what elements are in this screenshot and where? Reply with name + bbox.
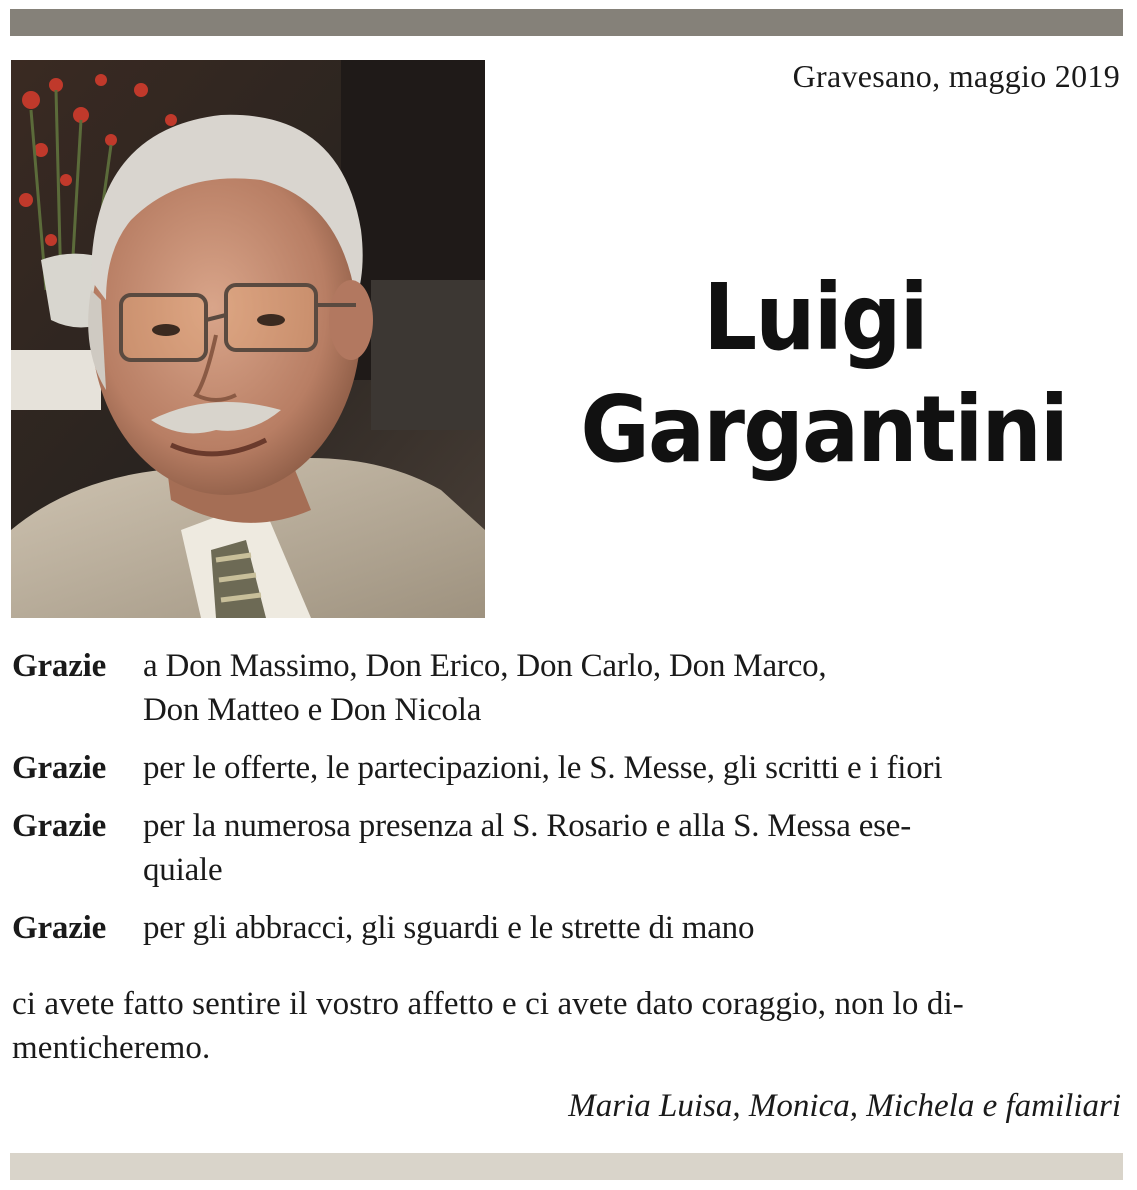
thanks-label: Grazie	[12, 910, 107, 946]
thanks-text: per le offerte, le partecipazioni, le S. Messe, gli scritti e i fiori	[143, 750, 943, 786]
thanks-label: Grazie	[12, 750, 107, 786]
first-name: Luigi	[703, 264, 927, 371]
signature: Maria Luisa, Monica, Michela e familiari	[568, 1088, 1121, 1124]
thanks-label: Grazie	[12, 648, 107, 684]
thanks-text-line: per la numerosa presenza al S. Rosario e alla S. Messa ese-	[143, 808, 912, 844]
thanks-text-line: a Don Massimo, Don Erico, Don Carlo, Don Marco,	[143, 648, 827, 684]
thanks-text	[143, 644, 1122, 732]
thanks-label: Grazie	[12, 808, 107, 844]
place-and-date: Gravesano, maggio 2019	[792, 58, 1120, 94]
deceased-name	[560, 262, 1070, 486]
portrait-photo	[11, 60, 485, 618]
thanks-item	[12, 804, 1122, 892]
thanks-text-line: quiale	[143, 852, 223, 888]
top-divider-bar	[10, 9, 1123, 36]
thanks-text: per gli abbracci, gli sguardi e le strette di mano	[143, 910, 755, 946]
last-name: Gargantini	[580, 376, 1068, 483]
bottom-divider-bar	[10, 1153, 1123, 1180]
thanks-item	[12, 644, 1122, 732]
thanks-text	[143, 804, 1122, 892]
closing-line: ci avete fatto sentire il vostro affetto e ci avete dato coraggio, non lo di-	[12, 986, 964, 1022]
thanks-item	[12, 906, 1122, 950]
closing-text	[12, 982, 1122, 1070]
closing-line: menticheremo.	[12, 1030, 211, 1066]
thanks-text-line: Don Matteo e Don Nicola	[143, 692, 482, 728]
thanks-item	[12, 746, 1122, 790]
thanks-list	[12, 644, 1122, 964]
